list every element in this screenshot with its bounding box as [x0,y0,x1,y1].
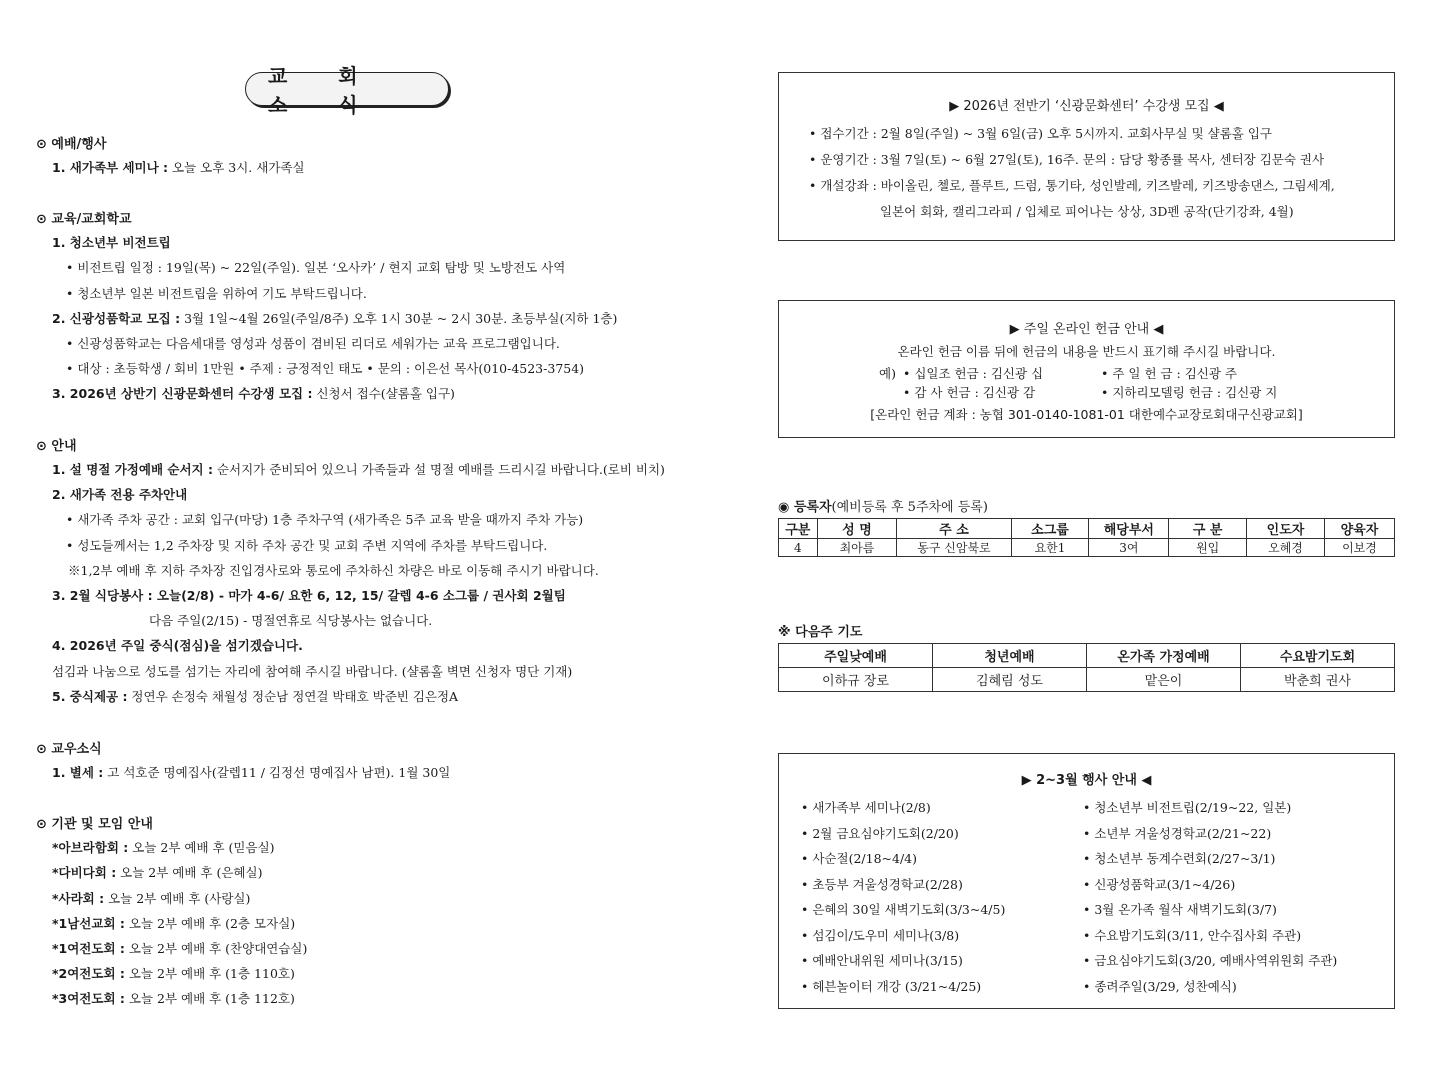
culture-line: • 접수기간 : 2월 8일(주일) ~ 3월 6일(금) 오후 5시까지. 교회사무실 및 샬롬홀 입구 [809,126,1272,141]
prayer-col-header: 청년예배 [933,644,1087,668]
culture-center-box [778,72,1395,241]
notice-text: • 성도들께서는 1,2 주차장 및 지하 주차 공간 및 교회 주변 지역에 주차를 부탁드립니다. [66,538,548,553]
notice-label: 1. 청소년부 비전트립 [52,235,171,250]
prayer-cell: 이하규 장로 [779,668,933,692]
offering-intro: 온라인 헌금 이름 뒤에 헌금의 내용을 반드시 표기해 주시길 바랍니다. [897,344,1276,359]
event-item: • 예배안내위원 세미나(3/15) [801,953,963,968]
notice-line [52,384,455,402]
notice-text: 오늘 2부 예배 후 (1층 110호) [124,966,295,981]
registrants-col-header: 주 소 [897,519,1011,539]
notice-text: 오늘 2부 예배 후 (사랑실) [104,891,251,906]
notice-line [149,611,432,629]
registrants-col-header: 인도자 [1247,519,1325,539]
notice-label: 3. 2026년 상반기 신광문화센터 수강생 모집 : [52,386,313,401]
prayer-cell: 김혜림 성도 [933,668,1087,692]
offering-example: • 감 사 헌금 : 김신광 감 [903,385,1036,400]
section-heading: ⊙ 예배/행사 [36,137,107,152]
notice-line [52,763,450,781]
event-item: • 초등부 겨울성경학교(2/28) [801,876,963,892]
notice-line [66,284,367,302]
event-item: • 새가족부 세미나(2/8) [801,800,931,815]
notice-line [52,914,295,932]
section-heading: ⊙ 교육/교회학교 [36,212,132,227]
event-item: • 2월 금요심야기도회(2/20) [801,825,959,841]
page-title: 교 회 소 식 [245,72,449,106]
notice-label: *사라회 : [52,891,105,906]
notice-text: 오늘 오후 3시. 새가족실 [168,160,305,175]
offering-title: ▶ 주일 온라인 헌금 안내 ◀ [1009,322,1164,337]
notice-line [66,334,560,352]
notice-label: *2여전도회 : [52,966,125,981]
registrants-cell: 동구 신암북로 [897,539,1011,557]
notice-line [66,258,565,276]
registrants-heading-wrap [778,496,988,515]
notice-label: 3. 2월 식당봉사 : 오늘(2/8) - 마가 4-6/ 요한 6, 12, 15/ 갈렙 4-6 소그룹 / 권사회 2월팀 [52,588,566,603]
offering-example-label: 예) [879,366,896,381]
notice-line [68,561,599,579]
table-row [779,539,1395,557]
notice-label: *다비다회 : [52,865,117,880]
offering-account: [온라인 헌금 계좌 : 농협 301-0140-1081-01 대한예수교장로회대구신광교회] [870,407,1303,422]
registrants-col-header: 소그룹 [1011,519,1089,539]
registrants-table [778,518,1395,557]
registrants-cell: 오혜경 [1247,539,1325,557]
notice-text: 순서지가 준비되어 있으니 가족들과 설 명절 예배를 드리시길 바랍니다.(로비 비치) [212,462,665,477]
online-offering-box [778,300,1395,438]
notice-line [66,359,584,377]
notice-text: 신청서 접수(샬롬홀 입구) [312,386,455,401]
prayer-col-header: 온가족 가정예배 [1087,644,1241,668]
registrants-col-header: 해당부서 [1089,519,1169,539]
notice-line [52,485,187,503]
notice-line [52,309,617,327]
registrants-heading: ◉ 등록자 [778,500,832,515]
event-item: • 신광성품학교(3/1~4/26) [1083,876,1236,892]
notice-line [52,460,665,478]
notice-text: ※1,2부 예배 후 지하 주차장 진입경사로와 통로에 주차하신 차량은 바로 이동해 주시기 바랍니다. [68,563,599,578]
registrants-cell: 이보경 [1324,539,1394,557]
notice-text: 오늘 2부 예배 후 (은혜실) [116,865,263,880]
notice-text: • 대상 : 초등학생 / 회비 1만원 • 주제 : 긍정적인 태도 • 문의 : 이은선 목사(010-4523-3754) [66,361,585,376]
culture-center-title: ▶ 2026년 전반기 ‘신광문화센터’ 수강생 모집 ◀ [949,99,1224,114]
notice-text: • 새가족 주차 공간 : 교회 입구(마당) 1층 주차구역 (새가족은 5주 교육 받을 때까지 주차 가능) [66,512,584,527]
prayer-col-header: 수요밤기도회 [1241,644,1395,668]
section-heading: ⊙ 안내 [36,439,77,454]
event-item: • 수요밤기도회(3/11, 안수집사회 주관) [1083,927,1302,943]
notice-label: *1여전도회 : [52,941,125,956]
notice-label: 5. 중식제공 : [52,689,128,704]
notice-text: 고 석호준 명예집사(갈렙11 / 김정선 명예집사 남편). 1월 30일 [103,765,451,780]
registrants-col-header: 구 분 [1169,519,1247,539]
event-item: • 3월 온가족 월삭 새벽기도회(3/7) [1083,902,1277,917]
events-title: ▶ 2~3월 행사 안내 ◀ [1021,773,1152,788]
event-item: • 종려주일(3/29, 성찬예식) [1083,978,1237,994]
notice-text: 3월 1일~4월 26일(주일/8주) 오후 1시 30분 ~ 2시 30분. 초등부실(지하 1층) [180,311,618,326]
prayer-table [778,643,1395,692]
registrants-col-header: 양육자 [1324,519,1394,539]
notice-line [52,863,262,881]
notice-line [52,964,295,982]
notice-label: *1남선교회 : [52,916,125,931]
notice-line [52,662,572,680]
event-item: • 소년부 겨울성경학교(2/21~22) [1083,825,1272,841]
event-item: • 은혜의 30일 새벽기도회(3/3~4/5) [801,902,1006,917]
notice-text: 정연우 손정숙 채월성 정순남 정연걸 박태호 박준빈 김은정A [127,689,459,704]
notice-line [52,889,250,907]
registrants-cell: 원입 [1169,539,1247,557]
notice-line [52,939,307,957]
notice-label: 1. 새가족부 세미나 : [52,160,169,175]
notice-label: 2. 신광성품학교 모집 : [52,311,181,326]
notice-label: *3여전도회 : [52,991,125,1006]
notice-text: • 청소년부 일본 비전트립을 위하여 기도 부탁드립니다. [66,286,367,301]
notice-label: 1. 설 명절 가정예배 순서지 : [52,462,213,477]
notice-line [66,510,583,528]
prayer-cell: 박춘희 권사 [1241,668,1395,692]
registrants-heading-note: (예비등록 후 5주차에 등록) [831,500,988,515]
notice-text: • 비전트립 일정 : 19일(목) ~ 22일(주일). 일본 ‘오사카’ / 현지 교회 탐방 및 노방전도 사역 [66,260,566,275]
registrants-cell: 4 [779,539,818,557]
notice-label: 4. 2026년 주일 중식(점심)을 섬기겠습니다. [52,638,303,653]
event-item: • 청소년부 비전트립(2/19~22, 일본) [1083,800,1292,815]
notice-line [66,536,547,554]
event-item: • 청소년부 동계수련회(2/27~3/1) [1083,851,1276,866]
notice-text: 섬김과 나눔으로 성도를 섬기는 자리에 참여해 주시길 바랍니다. (샬롬홀 벽면 신청자 명단 기재) [52,664,573,679]
notice-line [52,586,566,604]
event-item: • 사순절(2/18~4/4) [801,851,917,866]
event-item: • 금요심야기도회(3/20, 예배사역위원회 주관) [1083,953,1338,968]
notice-label: 2. 새가족 전용 주차안내 [52,487,188,502]
registrants-col-header: 성 명 [817,519,897,539]
culture-line: 일본어 회화, 캘리그라피 / 입체로 피어나는 상상, 3D펜 공작(단기강좌, 4월) [880,204,1294,219]
notice-line [52,687,458,705]
prayer-cell: 맡은이 [1087,668,1241,692]
culture-line: • 운영기간 : 3월 7일(토) ~ 6월 27일(토), 16주. 문의 : 담당 황종률 목사, 센터장 김문숙 권사 [809,152,1325,167]
prayer-heading: ※ 다음주 기도 [778,625,863,640]
notice-text: 오늘 2부 예배 후 (1층 112호) [124,991,295,1006]
prayer-col-header: 주일낮예배 [779,644,933,668]
notice-label: *아브라함회 : [52,840,129,855]
notice-text: 오늘 2부 예배 후 (믿음실) [128,840,275,855]
notice-line [52,233,171,251]
notice-text: 다음 주일(2/15) - 명절연휴로 식당봉사는 없습니다. [149,613,433,628]
notice-text: 오늘 2부 예배 후 (찬양대연습실) [124,941,308,956]
notice-line [52,636,303,654]
section-heading: ⊙ 교우소식 [36,742,102,757]
notice-text: • 신광성품학교는 다음세대를 영성과 성품이 겸비된 리더로 세워가는 교육 프로그램입니다. [66,336,560,351]
section-heading: ⊙ 기관 및 모임 안내 [36,817,153,832]
event-item: • 섬김이/도우미 세미나(3/8) [801,927,960,943]
registrants-cell: 3여 [1089,539,1169,557]
offering-example: • 십일조 헌금 : 김신광 십 [903,366,1044,381]
notice-label: 1. 별세 : [52,765,104,780]
notice-line [52,989,295,1007]
notice-line [52,838,275,856]
events-box [778,753,1395,1009]
notice-text: 오늘 2부 예배 후 (2층 모자실) [124,916,296,931]
culture-line: • 개설강좌 : 바이올린, 첼로, 플루트, 드럼, 통기타, 성인발레, 키즈발레, 키즈방송댄스, 그림세계, [809,178,1335,193]
registrants-cell: 최아름 [817,539,897,557]
registrants-col-header: 구분 [779,519,818,539]
registrants-cell: 요한1 [1011,539,1089,557]
notice-line [52,158,305,176]
event-item: • 헤븐놀이터 개강 (3/21~4/25) [801,978,982,994]
offering-example: • 지하리모델링 헌금 : 김신광 지 [1101,385,1278,400]
offering-example: • 주 일 헌 금 : 김신광 주 [1101,366,1237,381]
